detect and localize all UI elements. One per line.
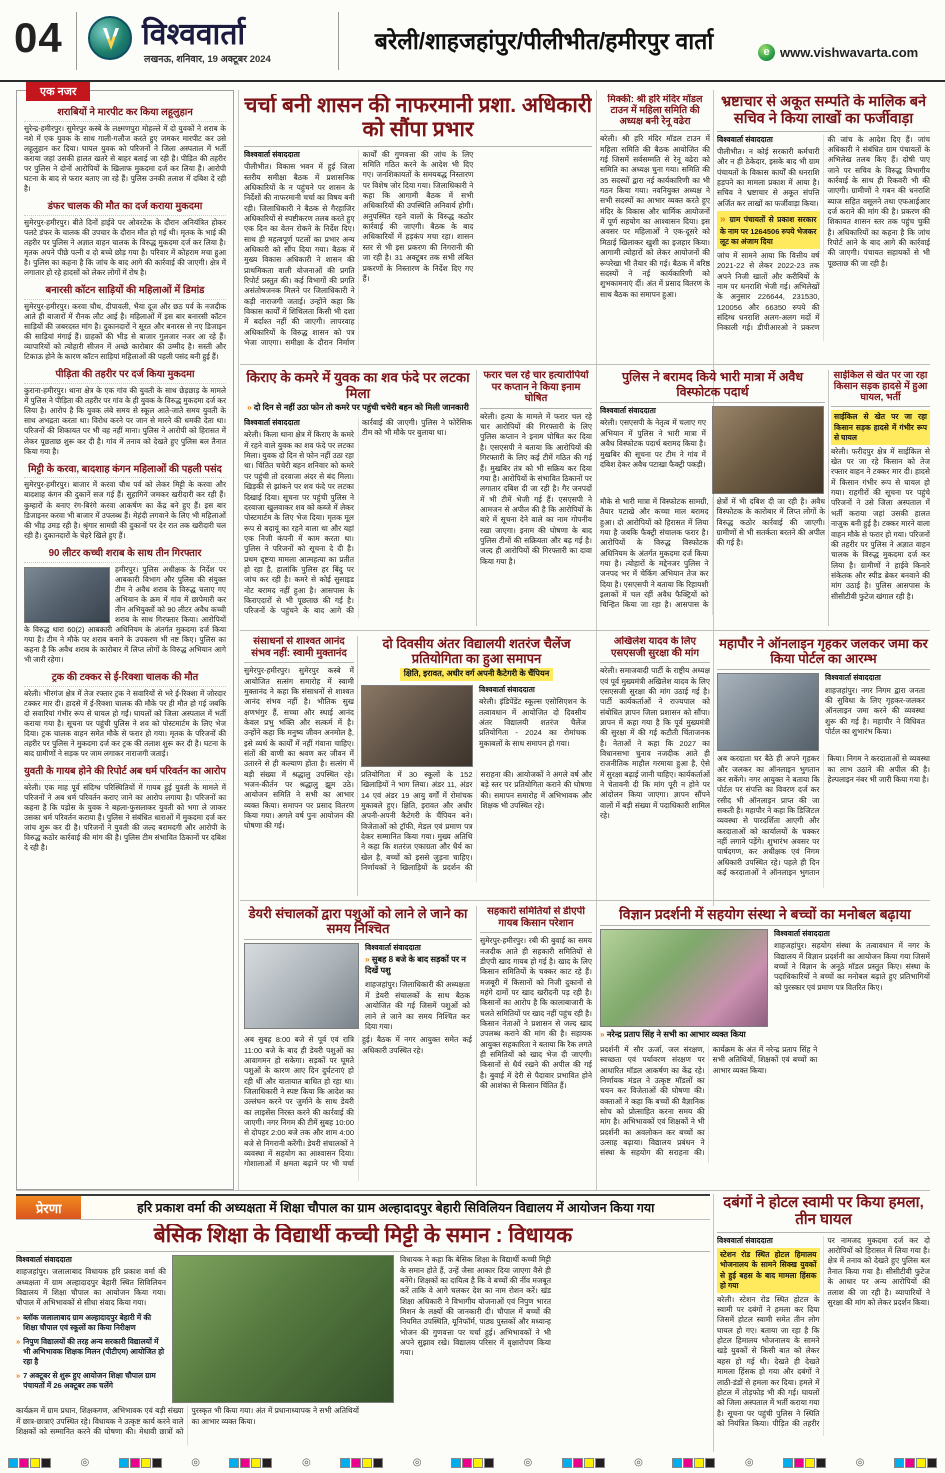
color-swatch — [130, 1458, 140, 1468]
visphotak-photo — [712, 406, 824, 494]
bullet-icon: » — [16, 1336, 21, 1346]
satsang-body — [244, 666, 354, 832]
shav-fande-headline: किराए के कमरे में युवक का शव फंदे पर लटका मिला — [246, 370, 470, 401]
news-brief-headline: बनारसी कॉटन साड़ियों की महिलाओं में डिमांड — [24, 285, 226, 300]
article-satsang — [244, 636, 354, 896]
mayor-text-below: अब करदाता घर बैठे ही अपने गृहकर और जलकर का ऑनलाइन भुगतान कर सकेंगे। नगर आयुक्त ने बताया कि पोर्टल पर संपत्ति का विवरण दर्ज कर रसीद भी ऑनलाइन प्राप्त की जा सकती है। महापौर ने कहा कि डिजिटल व्यवस्था से पारदर्शिता आएगी और करदाताओं को कार्यालयों के चक्कर नहीं लगाने पड़ेंगे। शुभारंभ अवसर पर पार्षदगण, कर अधीक्षक एवं निगम अधिकारी उपस्थित रहे। पहले ही दिन कई करदाताओं ने ऑनलाइन भुगतान किया। निगम ने करदाताओं से व्यवस्था का लाभ उठाने की अपील की है। हेल्पलाइन नंबर भी जारी किया गया है। — [717, 754, 930, 877]
header-divider — [76, 12, 77, 70]
ek-najar-label: एक नजर — [26, 82, 90, 101]
inaam-body — [480, 412, 592, 567]
section-rule — [16, 1190, 930, 1191]
color-swatch — [152, 1458, 162, 1468]
lead-headline: चर्चा बनी शासन की नाफरमानी प्रशा. अधिकारी को सौंपा प्रभार — [244, 94, 592, 147]
news-brief — [24, 548, 226, 665]
basic-shiksha-byline: विश्ववार्ता संवाददाता — [16, 1255, 72, 1265]
bullet-text: ब्लॉक जलालाबाद ग्राम अल्हादादपुर बेहारी में की शिक्षा चौपाल एवं स्कूलों का किया निरीक्षण — [23, 1312, 152, 1332]
mayor-body-below — [717, 754, 930, 888]
dairy-photo — [244, 943, 359, 1029]
lead-body — [244, 150, 592, 350]
dairy-body-below — [244, 1035, 472, 1181]
article-dap-khad — [480, 906, 592, 1186]
registration-mark: ◎ — [191, 1457, 200, 1468]
article-shav-fande — [244, 370, 472, 626]
highlight-text: ग्राम पंचायतों से प्रकाश सरकार के नाम पर 1264506 रुपये भेजकर लूट का अंजाम दिया — [720, 215, 817, 246]
article-mayor-portal — [717, 636, 930, 896]
inaam-text: बरेली। हत्या के मामले में फरार चल रहे चार आरोपियों की गिरफ्तारी के लिए पुलिस कप्तान ने इनाम घोषित कर दिया है। एसएसपी ने बताया कि आरोपियों की गिरफ्तारी के लिए कई टीमें गठित की गई हैं। मुखबिर तंत्र को भी सक्रिय कर दिया गया है। आरोपियों के संभावित ठिकानों पर लगातार दबिश दी जा रही है। गैर जनपदों में भी टीमें भेजी गई हैं। एसएसपी ने आमजन से अपील की है कि आरोपियों के बारे में सूचना देने वाले का नाम गोपनीय रखा जाएगा। इनाम की घोषणा के बाद पुलिस टीमों की सक्रियता और बढ़ गई है। जल्द ही आरोपियों की गिरफ्तारी का दावा किया गया है। — [480, 411, 592, 566]
chess-kicker — [361, 668, 592, 681]
chess-text-beside: बरेली। इंडिपेंडेंट स्कूल्स एसोसिएशन के तत्वावधान में आयोजित दो दिवसीय अंतर विद्यालयी शतरंज चैलेंज प्रतियोगिता - 2024 का रोमांचक मुकाबलों के साथ समापन हो गया। — [479, 697, 586, 748]
color-swatch — [794, 1458, 804, 1468]
hotel-hamla-headline: दबंगों ने होटल स्वामी पर किया हमला, तीन घायल — [717, 1194, 930, 1233]
bullet-text: निपुण विद्यालयों की तरह अन्य सरकारी विद्यालयों में भी अभिभावक शिक्षक मिलन (पीटीएम) आयोजित हो रहा है — [23, 1336, 165, 1367]
color-swatch — [705, 1458, 715, 1468]
brand-logo-icon — [88, 16, 132, 60]
basic-shiksha-body-below — [16, 1406, 710, 1446]
color-swatch — [373, 1458, 383, 1468]
kicker-text: दो दिन से नहीं उठा फोन तो कमरे पर पहुंची चचेरी बहन को मिली जानकारी — [253, 403, 469, 413]
article-mahila-samiti — [600, 94, 710, 360]
news-brief — [24, 107, 226, 194]
ssg-text: बरेली। समाजवादी पार्टी के राष्ट्रीय अध्यक्ष एवं पूर्व मुख्यमंत्री अखिलेश यादव के लिए एसएसजी सुरक्षा की मांग उठाई गई है। पार्टी कार्यकर्ताओं ने राज्यपाल को संबोधित ज्ञापन जिला प्रशासन को सौंपा। ज्ञापन में कहा गया है कि पूर्व मुख्यमंत्री की सुरक्षा में की गई कटौती चिंताजनक है। नेताओं ने कहा कि 2027 का विधानसभा चुनाव नजदीक आते ही राजनीतिक माहौल गरमाया हुआ है, ऐसे में सुरक्षा बढ़ाई जानी चाहिए। कार्यकर्ताओं ने चेतावनी दी कि मांग पूरी न होने पर आंदोलन किया जाएगा। ज्ञापन सौंपने वालों में बड़ी संख्या में पदाधिकारी शामिल रहे। — [600, 666, 710, 820]
basic-shiksha-bullets — [16, 1313, 166, 1392]
mayor-photo — [717, 673, 819, 751]
hotel-hamla-highlight: स्टेशन रोड स्थित होटल हिमालय भोजनालय के सामने सिक्ख युवकों से हुई बहस के बाद मामला हिंसक हो गया — [717, 1248, 820, 1293]
vigyan-photo — [600, 929, 768, 1027]
brand-name: विश्ववार्ता — [142, 18, 246, 51]
satsang-text: सुमेरपुर-हमीरपुर। सुमेरपुर कस्बे में आयोजित सत्संग समारोह में स्वामी मुक्तानंद ने कहा कि संसाधनों से शाश्वत आनंद संभव नहीं है। भौतिक सुख क्षणभंगुर हैं, सच्चा और स्थाई आनंद केवल प्रभु भक्ति और सत्कर्म में है। उन्होंने कहा कि मनुष्य जीवन अनमोल है, इसे व्यर्थ के कार्यों में नहीं गंवाना चाहिए। संतों की वाणी का श्रवण कर जीवन में उतारने से ही कल्याण होता है। सत्संग में बड़ी संख्या में श्रद्धालु उपस्थित रहे। भजन-कीर्तन पर श्रद्धालु झूम उठे। आयोजन समिति ने सभी का आभार व्यक्त किया। समापन पर प्रसाद वितरण किया गया। अगले वर्ष पुनः आयोजन की घोषणा की गई। — [244, 666, 354, 831]
color-swatch — [694, 1458, 704, 1468]
print-color-bar — [229, 1458, 272, 1468]
bhrashtachar-intro: पीलीभीत। न कोई सरकारी कर्मचारी और न ही ठेकेदार, इसके बाद भी ग्राम पंचायतों के विकास कार्यों की धनराशि हड़पने का मामला प्रकाश में आया है। सचिव ने भ्रष्टाचार से अकूत संपत्ति अर्जित कर लाखों का फर्जीवाड़ा किया। — [717, 147, 820, 208]
color-swatch — [584, 1458, 594, 1468]
dairy-kicker — [365, 955, 470, 976]
news-brief-headline: डंफर चालक की मौत का दर्ज कराया मुकदमा — [24, 201, 226, 216]
bhrashtachar-byline: विश्ववार्ता संवाददाता — [717, 134, 773, 144]
color-swatch — [340, 1458, 350, 1468]
bhrashtachar-headline: भ्रष्टाचार से अकूत सम्पति के मालिक बने सचिव ने किया लाखों का फर्जीवाड़ा — [717, 94, 930, 132]
article-basic-shiksha — [16, 1224, 710, 1452]
vigyan-text-below: प्रदर्शनी में सौर ऊर्जा, जल संरक्षण, स्वच्छता एवं पर्यावरण संरक्षण पर आधारित मॉडल आकर्षण का केंद्र रहे। निर्णायक मंडल ने उत्कृष्ट मॉडलों का चयन कर विजेताओं की घोषणा की। वक्ताओं ने कहा कि बच्चों की वैज्ञानिक सोच को प्रोत्साहित करना समय की मांग है। अभिभावकों एवं शिक्षकों ने भी प्रदर्शनी का अवलोकन कर बच्चों का उत्साह बढ़ाया। विद्यालय प्रबंधन ने संस्था के सहयोग की सराहना की। कार्यक्रम के अंत में नरेन्द्र प्रताप सिंह ने सभी अतिथियों, शिक्षकों एवं बच्चों का आभार व्यक्त किया। — [600, 1044, 818, 1158]
visphotak-text-below: मौके से भारी मात्रा में विस्फोटक सामग्री, तैयार पटाखे और कच्चा माल बरामद हुआ। दो आरोपियों को हिरासत में लिया गया है जबकि फैक्ट्री संचालक फरार है। आरोपियों के विरुद्ध विस्फोटक अधिनियम के अंतर्गत मुकदमा दर्ज किया गया है। त्योहारों के मद्देनजर पुलिस ने जनपद भर में चेकिंग अभियान तेज कर दिया है। एसएसपी ने बताया कि रिहायशी इलाकों में चल रहीं अवैध फैक्ट्रियों को चिन्हित किया जा रहा है। आसपास के क्षेत्रों में भी दबिश दी जा रही है। अवैध विस्फोटक के कारोबार में लिप्त लोगों के विरुद्ध कठोर कार्रवाई की जाएगी। ग्रामीणों से भी सतर्कता बरतने की अपील की गई है। — [600, 497, 825, 610]
kisan-ghayal-highlight: साईकिल से खेत पर जा रहा किसान सड़क हादसे में गंभीर रूप से घायल — [831, 410, 930, 444]
mayor-text-beside: शाहजहांपुर। नगर निगम द्वारा जनता की सुविधा के लिए गृहकर-जलकर ऑनलाइन जमा करने की व्यवस्था शुरू की गई है। महापौर ने विधिवत पोर्टल का शुभारंभ किया। — [825, 685, 925, 736]
color-swatch — [927, 1458, 937, 1468]
color-swatch — [683, 1458, 693, 1468]
article-kisan-ghayal — [831, 370, 930, 626]
print-color-bar — [783, 1458, 826, 1468]
globe-icon: e — [758, 44, 775, 61]
bhrashtachar-highlight — [717, 211, 820, 249]
visphotak-byline: विश्ववार्ता संवाददाता — [600, 406, 656, 415]
registration-mark: ◎ — [80, 1457, 90, 1468]
color-swatch — [916, 1458, 926, 1468]
page-number: 04 — [14, 14, 63, 61]
shav-fande-body — [244, 418, 472, 618]
bullet-text: 7 अक्टूबर से शुरू हुए आयोजन शिक्षा चौपाल ग्राम पंचायतों में 26 अक्टूबर तक चलेंगे — [23, 1371, 156, 1391]
print-color-bar — [451, 1458, 494, 1468]
prerna-label: प्रेरणा — [16, 1196, 81, 1219]
hotel-hamla-text: बरेली। स्टेशन रोड स्थित होटल के स्वामी पर दबंगों ने हमला कर दिया जिसमें होटल स्वामी समेत तीन लोग घायल हो गए। बताया जा रहा है कि होटल हिमालय भोजनालय के सामने खड़े युवकों से किसी बात को लेकर बहस हो गई थी। देखते ही देखते मामला हिंसक हो गया और दबंगों ने लाठी-डंडों से हमला कर दिया। हमले में होटल में तोड़फोड़ भी की गई। घायलों को जिला अस्पताल में भर्ती कराया गया है। सूचना पर पहुंची पुलिस ने स्थिति को नियंत्रित किया। पीड़ित की तहरीर पर नामजद मुकदमा दर्ज कर दो आरोपियों को हिरासत में लिया गया है। क्षेत्र में तनाव को देखते हुए पुलिस बल तैनात किया गया है। सीसीटीवी फुटेज के आधार पर अन्य आरोपियों की तलाश की जा रही है। व्यापारियों ने सुरक्षा की मांग को लेकर प्रदर्शन किया। — [717, 1235, 930, 1428]
color-swatch — [141, 1458, 151, 1468]
news-brief-headline: 90 लीटर कच्ची शराब के साथ तीन गिरफ्तार — [24, 548, 226, 563]
vigyan-body-below — [600, 1045, 930, 1163]
color-swatch — [894, 1458, 904, 1468]
basic-shiksha-headline: बेसिक शिक्षा के विद्यार्थी कच्ची मिट्टी के समान : विधायक — [16, 1224, 710, 1252]
basic-left-text: शाहजहांपुर। जलालाबाद विधायक हरि प्रकाश वर्मा की अध्यक्षता में ग्राम अल्हादादपुर बेहारी स्थित सिविलियन विद्यालय में शिक्षा चौपाल का आयोजन किया गया। चौपाल में अभिभावकों से सीधा संवाद किया गया। — [16, 1267, 166, 1308]
print-color-bar — [894, 1458, 937, 1468]
news-brief-photo — [24, 567, 110, 623]
visphotak-body-beside — [600, 406, 706, 494]
visphotak-headline: पुलिस ने बरामद किये भारी मात्रा में अवैध विस्फोटक पदार्थ — [600, 370, 825, 403]
color-swatch — [251, 1458, 261, 1468]
kisan-ghayal-text: बरेली। फरीदपुर क्षेत्र में साईकिल से खेत पर जा रहे किसान को तेज रफ्तार वाहन ने टक्कर मार दी। हादसे में किसान गंभीर रूप से घायल हो गया। राहगीरों की सूचना पर पहुंचे परिजनों ने उसे जिला अस्पताल में भर्ती कराया जहां उसकी हालत नाजुक बनी हुई है। टक्कर मारने वाला वाहन मौके से फरार हो गया। परिजनों की तहरीर पर पुलिस ने अज्ञात वाहन चालक के विरुद्ध मुकदमा दर्ज कर लिया है। ग्रामीणों ने हाईवे किनारे संकेतक और स्पीड ब्रेकर बनवाने की मांग उठाई है। पुलिस आसपास के सीसीटीवी फुटेज खंगाल रही है। — [831, 446, 930, 601]
section-rule — [240, 364, 930, 365]
ssg-headline: अखिलेश यादव के लिए एसएसजी सुरक्षा की मांग — [600, 636, 710, 663]
ek-najar-list — [24, 107, 226, 854]
news-brief-text: सुरेन्द्र-हमीरपुर। सुमेरपुर कस्बे के लक्ष्मणपुरा मोहल्ले में दो युवकों ने शराब के नशे में एक युवक के साथ गाली-गलौज करते हुए जमकर मारपीट कर उसे लहूलुहान कर दिया। घायल युवक को परिजनों ने जिला अस्पताल में भर्ती कराया जहां उसकी हालत खतरे से बाहर बताई जा रही है। पीड़ित की तहरीर पर पुलिस ने दोनों आरोपियों के खिलाफ मुकदमा दर्ज कर लिया है। आरोपी घटना के बाद से फरार बताए जा रहे हैं। पुलिस उनकी तलाश में दबिश दे रही है। — [24, 123, 226, 194]
news-brief — [24, 201, 226, 278]
bullet-item — [16, 1313, 166, 1333]
article-dairy — [244, 906, 472, 1186]
color-swatch — [8, 1458, 18, 1468]
news-brief — [24, 672, 226, 759]
dap-headline: सहकारी समितियों से डीएपी गायब किसान परेशान — [480, 906, 592, 933]
color-swatch — [484, 1458, 494, 1468]
hotel-hamla-byline: विश्ववार्ता संवाददाता — [717, 1235, 773, 1245]
website-url: www.vishwavarta.com — [780, 45, 919, 60]
registration-mark: ◎ — [634, 1457, 643, 1468]
bullet-item — [16, 1371, 166, 1391]
article-chess — [361, 636, 592, 896]
section-rule — [240, 900, 930, 901]
color-swatch — [473, 1458, 483, 1468]
article-lead — [244, 94, 592, 360]
visphotak-text-beside: बरेली। एसएसपी के नेतृत्व में चलाए गए अभियान में पुलिस ने भारी मात्रा में अवैध विस्फोटक पदार्थ बरामद किया है। मुखबिर की सूचना पर टीम ने गांव में दबिश देकर अवैध पटाखा फैक्ट्री पकड़ी। — [600, 418, 706, 469]
news-brief-headline: ट्रक की टक्कर से ई-रिक्शा चालक की मौत — [24, 672, 226, 687]
shav-fande-text: बरेली। किला थाना क्षेत्र में किराए के कमरे में रहने वाले युवक का शव फंदे पर लटका मिला। युवक दो दिन से फोन नहीं उठा रहा था। चिंतित चचेरी बहन शनिवार को कमरे पर पहुंची तो दरवाजा अंदर से बंद मिला। खिड़की से झांकने पर शव फंदे पर लटका दिखाई दिया। सूचना पर पहुंची पुलिस ने दरवाजा खुलवाकर शव को कब्जे में लेकर पोस्टमार्टम के लिए भेज दिया। मृतक मूल रूप से बदायूं का रहने वाला था और यहां एक निजी कंपनी में काम करता था। पुलिस ने परिजनों को सूचना दे दी है। प्रथम दृष्टया मामला आत्महत्या का प्रतीत हो रहा है, हालांकि पुलिस हर बिंदु पर जांच कर रही है। कमरे से कोई सुसाइड नोट बरामद नहीं हुआ है। आसपास के किराएदारों से भी पूछताछ की गई है। परिजनों के पहुंचने के बाद आगे की कार्रवाई की जाएगी। पुलिस ने फोरेंसिक टीम को भी मौके पर बुलाया था। — [244, 417, 472, 616]
print-color-bar — [562, 1458, 605, 1468]
registration-mark: ◎ — [301, 1457, 311, 1468]
article-vigyan — [600, 906, 930, 1186]
shav-fande-kicker — [244, 403, 472, 414]
color-swatch — [905, 1458, 915, 1468]
color-swatch — [240, 1458, 250, 1468]
chess-byline: विश्ववार्ता संवाददाता — [479, 684, 535, 694]
shav-fande-byline: विश्ववार्ता संवाददाता — [244, 417, 300, 427]
lead-text: पीलीभीत। विकास भवन में हुई जिला स्तरीय समीक्षा बैठक में प्रशासनिक अधिकारियों के न पहुंचने पर शासन के निर्देशों की नाफरमानी चर्चा का विषय बनी रही। जिलाधिकारी ने बैठक से गैरहाजिर अधिकारियों से स्पष्टीकरण तलब करते हुए एक दिन का वेतन रोकने के निर्देश दिए। साथ ही महत्वपूर्ण पटलों का प्रभार अन्य अधिकारी को सौंप दिया गया। बैठक में मुख्य विकास अधिकारी ने शासन की प्राथमिकता वाली योजनाओं की प्रगति रिपोर्ट प्रस्तुत की। कई विभागों की प्रगति असंतोषजनक मिलने पर जिलाधिकारी ने कड़ी नाराजगी जताई। उन्होंने कहा कि विकास कार्यों में शिथिलता किसी भी दशा में बर्दाश्त नहीं की जाएगी। लापरवाह अधिकारियों के विरुद्ध शासन को पत्र भेजा जाएगा। समीक्षा के दौरान निर्माण कार्यों की गुणवत्ता की जांच के लिए समिति गठित करने के आदेश भी दिए गए। जनशिकायतों के समयबद्ध निस्तारण पर विशेष जोर दिया गया। जिलाधिकारी ने कहा कि आगामी बैठक में सभी अधिकारियों की उपस्थिति अनिवार्य होगी। अनुपस्थित रहने वालों के विरुद्ध कठोर कार्रवाई की जाएगी। बैठक के बाद अधिकारियों में हड़कंप मचा रहा। शासन स्तर से भी इस प्रकरण की निगरानी की जा रही है। 31 अक्टूबर तक सभी लंबित प्रकरणों के निस्तारण के निर्देश दिए गए हैं। — [244, 149, 474, 348]
basic-shiksha-photo — [172, 1255, 394, 1403]
hotel-hamla-body — [717, 1236, 930, 1436]
registration-mark: ◎ — [412, 1457, 422, 1468]
ek-najar-box — [16, 90, 234, 1190]
news-brief-text: सुमेरपुर-हमीरपुर। बाजार में करवा चौथ पर्व को लेकर मिट्टी के करवा और बादशाह कंगन की दुकानें सज गई हैं। सुहागिनें जमकर खरीदारी कर रही हैं। कुम्हारों के बनाए रंग-बिरंगे करवा आकर्षण का केंद्र बने हुए हैं। इस बार डिजाइनर करवा भी बाजार में उपलब्ध हैं। मेहंदी लगवाने के लिए भी महिलाओं की भीड़ उमड़ रही है। श्रृंगार सामग्री की दुकानों पर देर रात तक खरीदारी चल रही है। दुकानदारों के चेहरे खिले हुए हैं। — [24, 480, 226, 540]
kisan-ghayal-headline: साईकिल से खेत पर जा रहा किसान सड़क हादसे में हुआ घायल, भर्ती — [831, 370, 930, 407]
news-brief-headline: मिट्टी के करवा, बादशाह कंगन महिलाओं की पहली पसंद — [24, 464, 226, 479]
color-swatch — [19, 1458, 29, 1468]
color-swatch — [805, 1458, 815, 1468]
color-swatch — [119, 1458, 129, 1468]
basic-below-text: कार्यक्रम में ग्राम प्रधान, शिक्षकगण, अभिभावक एवं बड़ी संख्या में छात्र-छात्राएं उपस्थित रहे। विधायक ने उत्कृष्ट कार्य करने वाले शिक्षकों को सम्मानित करने की घोषणा की। मेधावी छात्रों को पुरस्कृत भी किया गया। अंत में प्रधानाध्यापक ने सभी अतिथियों का आभार व्यक्त किया। — [16, 1406, 359, 1437]
news-brief — [24, 285, 226, 362]
news-brief-text: बरेली। एक माह पूर्व संदिग्ध परिस्थितियों में गायब हुई युवती के मामले में परिजनों ने अब धर्म परिवर्तन कराए जाने का आरोप लगाया है। परिजनों का कहना है कि पड़ोस के युवक ने बहला-फुसलाकर युवती को भगा ले जाकर उसका धर्म परिवर्तन कराया है। पुलिस ने संबंधित धाराओं में मुकदमा दर्ज कर जांच शुरू कर दी है। परिजनों ने युवती की जल्द बरामदगी और आरोपी के विरुद्ध कठोर कार्रवाई की मांग की है। पुलिस टीम संभावित ठिकानों पर दबिश दे रही है। — [24, 783, 226, 853]
column-divider — [713, 1194, 714, 1452]
prerna-strip — [16, 1194, 710, 1220]
lead-byline: विश्ववार्ता संवाददाता — [244, 149, 300, 159]
basic-beside-text: विधायक ने कहा कि बेसिक शिक्षा के विद्यार्थी कच्ची मिट्टी के समान होते हैं, उन्हें जैसा आकार दिया जाएगा वैसे ही बनेंगे। शिक्षकों का दायित्व है कि वे बच्चों की नींव मजबूत करें ताकि वे आगे चलकर देश का नाम रोशन करें। खंड शिक्षा अधिकारी ने विभागीय योजनाओं एवं निपुण भारत मिशन के लक्ष्यों की जानकारी दी। चौपाल में बच्चों की नियमित उपस्थिति, यूनिफॉर्म, पाठ्य पुस्तकों और मध्यान्ह भोजन की गुणवत्ता पर चर्चा हुई। अभिभावकों ने भी अपने सुझाव रखे। विद्यालय परिसर में वृक्षारोपण किया गया। — [400, 1255, 551, 1358]
color-swatch — [262, 1458, 272, 1468]
dap-body — [480, 936, 592, 1091]
vigyan-byline: विश्ववार्ता संवाददाता — [774, 929, 830, 939]
website-line — [758, 44, 918, 61]
registration-mark: ◎ — [744, 1457, 754, 1468]
color-swatch — [30, 1458, 40, 1468]
chess-body-beside — [479, 685, 586, 767]
chess-photo — [361, 685, 473, 767]
region-banner: बरेली/शाहजहांपुर/पीलीभीत/हमीरपुर वार्ता — [374, 28, 714, 54]
bullet-item — [16, 1337, 166, 1367]
print-color-bar — [340, 1458, 383, 1468]
news-brief-headline: युवती के गायब होने की रिपोर्ट अब धर्म परिवर्तन का आरोप — [24, 766, 226, 781]
dairy-body-beside — [365, 980, 470, 1032]
column-divider — [476, 370, 477, 626]
bullet-icon: » — [16, 1312, 21, 1322]
color-swatch — [462, 1458, 472, 1468]
mahila-samiti-body — [600, 134, 710, 300]
prerna-strip-headline: हरि प्रकाश वर्मा की अध्यक्षता में शिक्षा चौपाल का ग्राम अल्हादादपुर बेहारी सिविलियन विद्यालय में आयोजन किया गया — [137, 1201, 655, 1215]
vigyan-body-beside — [774, 941, 930, 993]
bullet-icon — [600, 1030, 607, 1039]
vigyan-headline: विज्ञान प्रदर्शनी में सहयोग संस्था ने बच्चों का मनोबल बढ़ाया — [600, 906, 930, 926]
news-brief-text: कुराना-हमीरपुर। थाना क्षेत्र के एक गांव की युवती के साथ छेड़छाड़ के मामले में पुलिस ने पीड़िता की तहरीर पर गांव के ही युवक के विरुद्ध मुकदमा दर्ज कर लिया है। आरोप है कि युवक लंबे समय से स्कूल आते-जाते समय युवती के साथ अभद्रता करता था। विरोध करने पर जान से मारने की धमकी देता था। परिजनों की शिकायत पर भी वह नहीं माना। पुलिस ने आरोपी को हिरासत में लेकर पूछताछ शुरू कर दी है। गांव में तनाव को देखते हुए पुलिस बल तैनात किया गया है। — [24, 386, 226, 456]
color-swatch — [562, 1458, 572, 1468]
mayor-body-beside — [825, 673, 925, 751]
news-brief-text: बरेली। भीरगंज क्षेत्र में तेज रफ्तार ट्रक ने सवारियों से भरे ई-रिक्शा में जोरदार टक्कर मार दी। हादसे में ई-रिक्शा चालक की मौके पर ही मौत हो गई जबकि दो सवारियां गंभीर रूप से घायल हो गईं। घायलों को जिला अस्पताल में भर्ती कराया गया है। सूचना पर पहुंची पुलिस ने शव को पोस्टमार्टम के लिए भेज दिया। ट्रक चालक वाहन समेत मौके से फरार हो गया। मृतक के परिजनों की तहरीर पर पुलिस ने मुकदमा दर्ज कर ट्रक की तलाश शुरू कर दी है। घटना के बाद ग्रामीणों ने सड़क पर जाम लगाकर नाराजगी जताई। — [24, 688, 226, 759]
visphotak-body-below — [600, 497, 825, 615]
article-ssg-suraksha — [600, 636, 710, 896]
color-swatch — [451, 1458, 461, 1468]
vigyan-kicker — [600, 1030, 930, 1041]
dairy-byline: विश्ववार्ता संवाददाता — [365, 943, 421, 953]
color-swatch — [672, 1458, 682, 1468]
basic-shiksha-body-left — [16, 1267, 166, 1308]
chess-text-below: प्रतियोगिता में 30 स्कूलों के 152 खिलाड़ियों ने भाग लिया। अंडर 11, अंडर 14 एवं अंडर 19 आयु वर्गों में रोमांचक मुकाबले हुए। क्षिति, इरावत और अधीर अपनी-अपनी कैटेगरी के चैंपियन बने। विजेताओं को ट्रॉफी, मेडल एवं प्रमाण पत्र देकर सम्मानित किया गया। मुख्य अतिथि ने कहा कि शतरंज एकाग्रता और धैर्य का खेल है, बच्चों को इससे जुड़ना चाहिए। निर्णायकों ने खिलाड़ियों के प्रदर्शन की सराहना की। आयोजकों ने अगले वर्ष और बड़े स्तर पर प्रतियोगिता कराने की घोषणा की। समापन समारोह में अभिभावक और शिक्षक भी उपस्थित रहे। — [361, 769, 592, 872]
column-divider — [476, 906, 477, 1186]
dairy-text-beside: शाहजहांपुर। जिलाधिकारी की अध्यक्षता में डेयरी संचालकों के साथ बैठक आयोजित की गई जिसमें पशुओं को लाने ले जाने का समय निश्चित कर दिया गया। — [365, 980, 470, 1031]
bullet-icon: » — [16, 1371, 21, 1381]
bhrashtachar-body — [717, 135, 930, 341]
article-visphotak — [600, 370, 825, 626]
color-swatch — [573, 1458, 583, 1468]
header-rule — [0, 80, 945, 82]
column-divider — [357, 636, 358, 896]
article-hotel-hamla — [717, 1194, 930, 1452]
inaam-headline: फरार चल रहे चार हत्यारोपियों पर कप्तान ने किया इनाम घोषित — [480, 370, 592, 409]
dairy-text-below: अब सुबह 8:00 बजे से पूर्व एवं रात्रि 11:00 बजे के बाद ही डेयरी पशुओं का आवागमन हो सकेगा। सड़कों पर घूमते पशुओं के कारण आए दिन दुर्घटनाएं हो रही थीं और यातायात बाधित हो रहा था। जिलाधिकारी ने स्पष्ट किया कि आदेश का उल्लंघन करने पर जुर्माने के साथ डेयरी का लाइसेंस निरस्त करने की कार्रवाई की जाएगी। नगर निगम की टीमें सुबह 10:00 से दोपहर 2:00 बजे तक और शाम 4:00 बजे से निगरानी करेंगी। डेयरी संचालकों ने व्यवस्था में सहयोग का आश्वासन दिया। गोशालाओं में क्षमता बढ़ाने पर भी चर्चा हुई। बैठक में नगर आयुक्त समेत कई अधिकारी उपस्थित रहे। — [244, 1035, 472, 1169]
chess-headline: दो दिवसीय अंतर विद्यालयी शतरंज चैलेंज प्रतियोगिता का हुआ समापन — [382, 636, 571, 667]
news-brief-headline: पीड़िता की तहरीर पर दर्ज किया मुकदमा — [24, 369, 226, 384]
news-brief-text: सुमेरपुर-हमीरपुर। बीते दिनों हाईवे पर ओवरटेक के दौरान अनियंत्रित होकर पलटे डंफर के चालक की उपचार के दौरान मौत हो गई थी। मृतक के भाई की तहरीर पर पुलिस ने अज्ञात वाहन चालक के विरुद्ध मुकदमा दर्ज कर लिया है। मृतक अपने पीछे पत्नी व दो बच्चे छोड़ गया है। परिवार में कोहराम मचा हुआ है। पुलिस का कहना है कि जांच के बाद आगे की कार्रवाई की जाएगी। क्षेत्र में लगातार हो रहे हादसों को लेकर लोगों में रोष है। — [24, 217, 226, 278]
dap-text: सुमेरपुर-हमीरपुर। रबी की बुवाई का समय नजदीक आते ही सहकारी समितियों से डीएपी खाद गायब हो गई है। खाद के लिए किसान समितियों के चक्कर काट रहे हैं। मजबूरी में किसानों को निजी दुकानों से महंगे दामों पर खाद खरीदनी पड़ रही है। किसानों का आरोप है कि कालाबाजारी के चलते समितियों पर खाद नहीं पहुंच रही है। किसान नेताओं ने प्रशासन से जल्द खाद उपलब्ध कराने की मांग की है। सहायक आयुक्त सहकारिता ने बताया कि रैक लगते ही समितियों को खाद भेज दी जाएगी। किसानों से धैर्य रखने की अपील की गई है। बुवाई में देरी से पैदावार प्रभावित होने की आशंका से किसान चिंतित हैं। — [480, 936, 592, 1090]
header-divider — [338, 12, 339, 70]
bullet-icon — [247, 403, 254, 412]
article-inaam — [480, 370, 592, 626]
color-swatch — [783, 1458, 793, 1468]
edition-dateline: लखनऊ, शनिवार, 19 अक्टूबर 2024 — [144, 54, 271, 65]
dairy-kicker-text: सुबह 8 बजे के बाद सड़कों पर न दिखें पशु — [365, 955, 466, 975]
article-bhrashtachar — [717, 94, 930, 360]
chess-kicker-text: क्षिति, इरावत, अधीर वर्ग अपनी कैटेगरी के चैंपियन — [400, 668, 554, 681]
ssg-body — [600, 666, 710, 821]
mayor-headline: महापौर ने ऑनलाइन गृहकर जलकर जमा कर किया पोर्टल का आरम्भ — [717, 636, 930, 670]
satsang-headline: संसाधनों से शाश्वत आनंद संभव नहीं: स्वामी मुक्तानंद — [244, 636, 354, 663]
mahila-samiti-text: बरेली। श्री हरि मंदिर मॉडल टाउन में महिला समिति की बैठक आयोजित की गई जिसमें सर्वसम्मति से रेनू वढेरा को समिति का अध्यक्ष चुना गया। समिति की 35 सदस्यों द्वारा नई कार्यकारिणी का भी गठन किया गया। नवनियुक्त अध्यक्ष ने सभी सदस्यों का आभार व्यक्त करते हुए मंदिर के विकास और धार्मिक आयोजनों में पूर्ण सहयोग का आश्वासन दिया। इस अवसर पर महिलाओं ने एक-दूसरे को मिठाई खिलाकर खुशी का इजहार किया। आगामी त्योहारों को लेकर आयोजनों की रूपरेखा भी तैयार की गई। बैठक में वरिष्ठ सदस्यों ने नई कार्यकारिणी को शुभकामनाएं दीं। अंत में प्रसाद वितरण के साथ बैठक का समापन हुआ। — [600, 134, 710, 299]
basic-shiksha-body-beside — [400, 1255, 710, 1403]
bullet-icon — [365, 955, 372, 964]
bhrashtachar-text: जांच में सामने आया कि वित्तीय वर्ष 2021-22 से लेकर 2022-23 तक अपने निजी खातों और करीबियों के नाम पर धनराशि भेजी गई। अभिलेखों के अनुसार 226644, 231530, 120056 और 66350 रुपये की संदिग्ध धनराशि अलग-अलग मदों में निकाली गई। डीपीआरओ ने प्रकरण की जांच के आदेश दिए हैं। जांच अधिकारी ने संबंधित ग्राम पंचायतों के अभिलेख तलब किए हैं। दोषी पाए जाने पर सचिव के विरुद्ध विभागीय कार्रवाई के साथ ही रिकवरी भी की जाएगी। ग्रामीणों ने गबन की धनराशि ब्याज सहित वसूलने तथा एफआईआर दर्ज कराने की मांग की है। प्रकरण की शिकायत शासन स्तर तक पहुंच चुकी है। अधिकारियों का कहना है कि जांच रिपोर्ट आने के बाद आगे की कार्रवाई की जाएगी। पंचायत सहायकों से भी पूछताछ की जा रही है। — [717, 134, 930, 333]
color-swatch — [595, 1458, 605, 1468]
mayor-byline: विश्ववार्ता संवाददाता — [825, 673, 881, 683]
color-swatch — [351, 1458, 361, 1468]
print-color-bar — [672, 1458, 715, 1468]
print-registration-strip — [0, 1456, 945, 1470]
news-brief-text: हमीरपुर। पुलिस अधीक्षक के निर्देश पर आबकारी विभाग और पुलिस की संयुक्त टीम ने अवैध शराब के विरुद्ध चलाए गए अभियान के क्रम में गांव में छापेमारी कर तीन अभियुक्तों को 90 लीटर अवैध कच्ची शराब के साथ गिरफ्तार किया। आरोपियों के विरुद्ध धारा 60(2) आबकारी अधिनियम के अंतर्गत मुकदमा दर्ज किया गया है। टीम ने मौके पर शराब बनाने के उपकरण भी नष्ट किए। पुलिस का कहना है कि अवैध शराब के कारोबार में लिप्त लोगों के विरुद्ध अभियान आगे भी जारी रहेगा। — [24, 564, 226, 665]
vigyan-text-beside: शाहजहांपुर। सहयोग संस्था के तत्वावधान में नगर के विद्यालय में विज्ञान प्रदर्शनी का आयोजन किया गया जिसमें बच्चों ने विज्ञान के अनूठे मॉडल प्रस्तुत किए। संस्था के पदाधिकारियों ने बच्चों का मनोबल बढ़ाते हुए प्रतिभागियों को पुरस्कार एवं प्रमाण पत्र वितरित किए। — [774, 941, 930, 992]
dairy-headline: डेयरी संचालकों द्वारा पशुओं को लाने ले जाने का समय निश्चित — [244, 906, 472, 940]
mahila-samiti-headline: मिक्की: श्री हरि मंदिर मॉडल टाउन में महिला समिति की अध्यक्ष बनी रेनू वढेरा — [600, 94, 710, 131]
section-rule — [240, 630, 930, 631]
news-brief — [24, 369, 226, 456]
chess-body-below — [361, 770, 592, 882]
color-swatch — [816, 1458, 826, 1468]
print-color-bar — [8, 1458, 51, 1468]
color-swatch — [362, 1458, 372, 1468]
bullet-icon — [720, 215, 730, 224]
news-brief-headline: शराबियों ने मारपीट कर किया लहूलुहान — [24, 107, 226, 122]
color-swatch — [41, 1458, 51, 1468]
kisan-ghayal-body — [831, 410, 930, 602]
news-brief-text: सुमेरपुर-हमीरपुर। करवा चौथ, दीपावली, भैया दूज और छठ पर्व के नजदीक आते ही बाजारों में रौनक लौट आई है। महिलाओं में इस बार बनारसी कॉटन साड़ियों की जबरदस्त मांग है। दुकानदारों ने सूरत और बनारस से नए डिजाइन की साड़ियां मंगाई हैं। ग्राहकों की भीड़ से बाजार गुलजार नजर आ रहे हैं। व्यापारियों को त्योहारी सीजन में अच्छे कारोबार की उम्मीद है। सस्ती और टिकाऊ होने के कारण कॉटन साड़ियां महिलाओं की पहली पसंद बनी हुई हैं। — [24, 302, 226, 362]
column-divider — [238, 90, 239, 1190]
print-color-bar — [119, 1458, 162, 1468]
color-swatch — [229, 1458, 239, 1468]
column-divider — [828, 370, 829, 626]
registration-mark: ◎ — [523, 1457, 533, 1468]
vigyan-kicker-text: नरेन्द्र प्रताप सिंह ने सभी का आभार व्यक्त किया — [606, 1030, 746, 1040]
news-brief — [24, 766, 226, 853]
registration-mark: ◎ — [855, 1457, 865, 1468]
column-divider — [596, 90, 597, 1190]
news-brief — [24, 464, 226, 541]
